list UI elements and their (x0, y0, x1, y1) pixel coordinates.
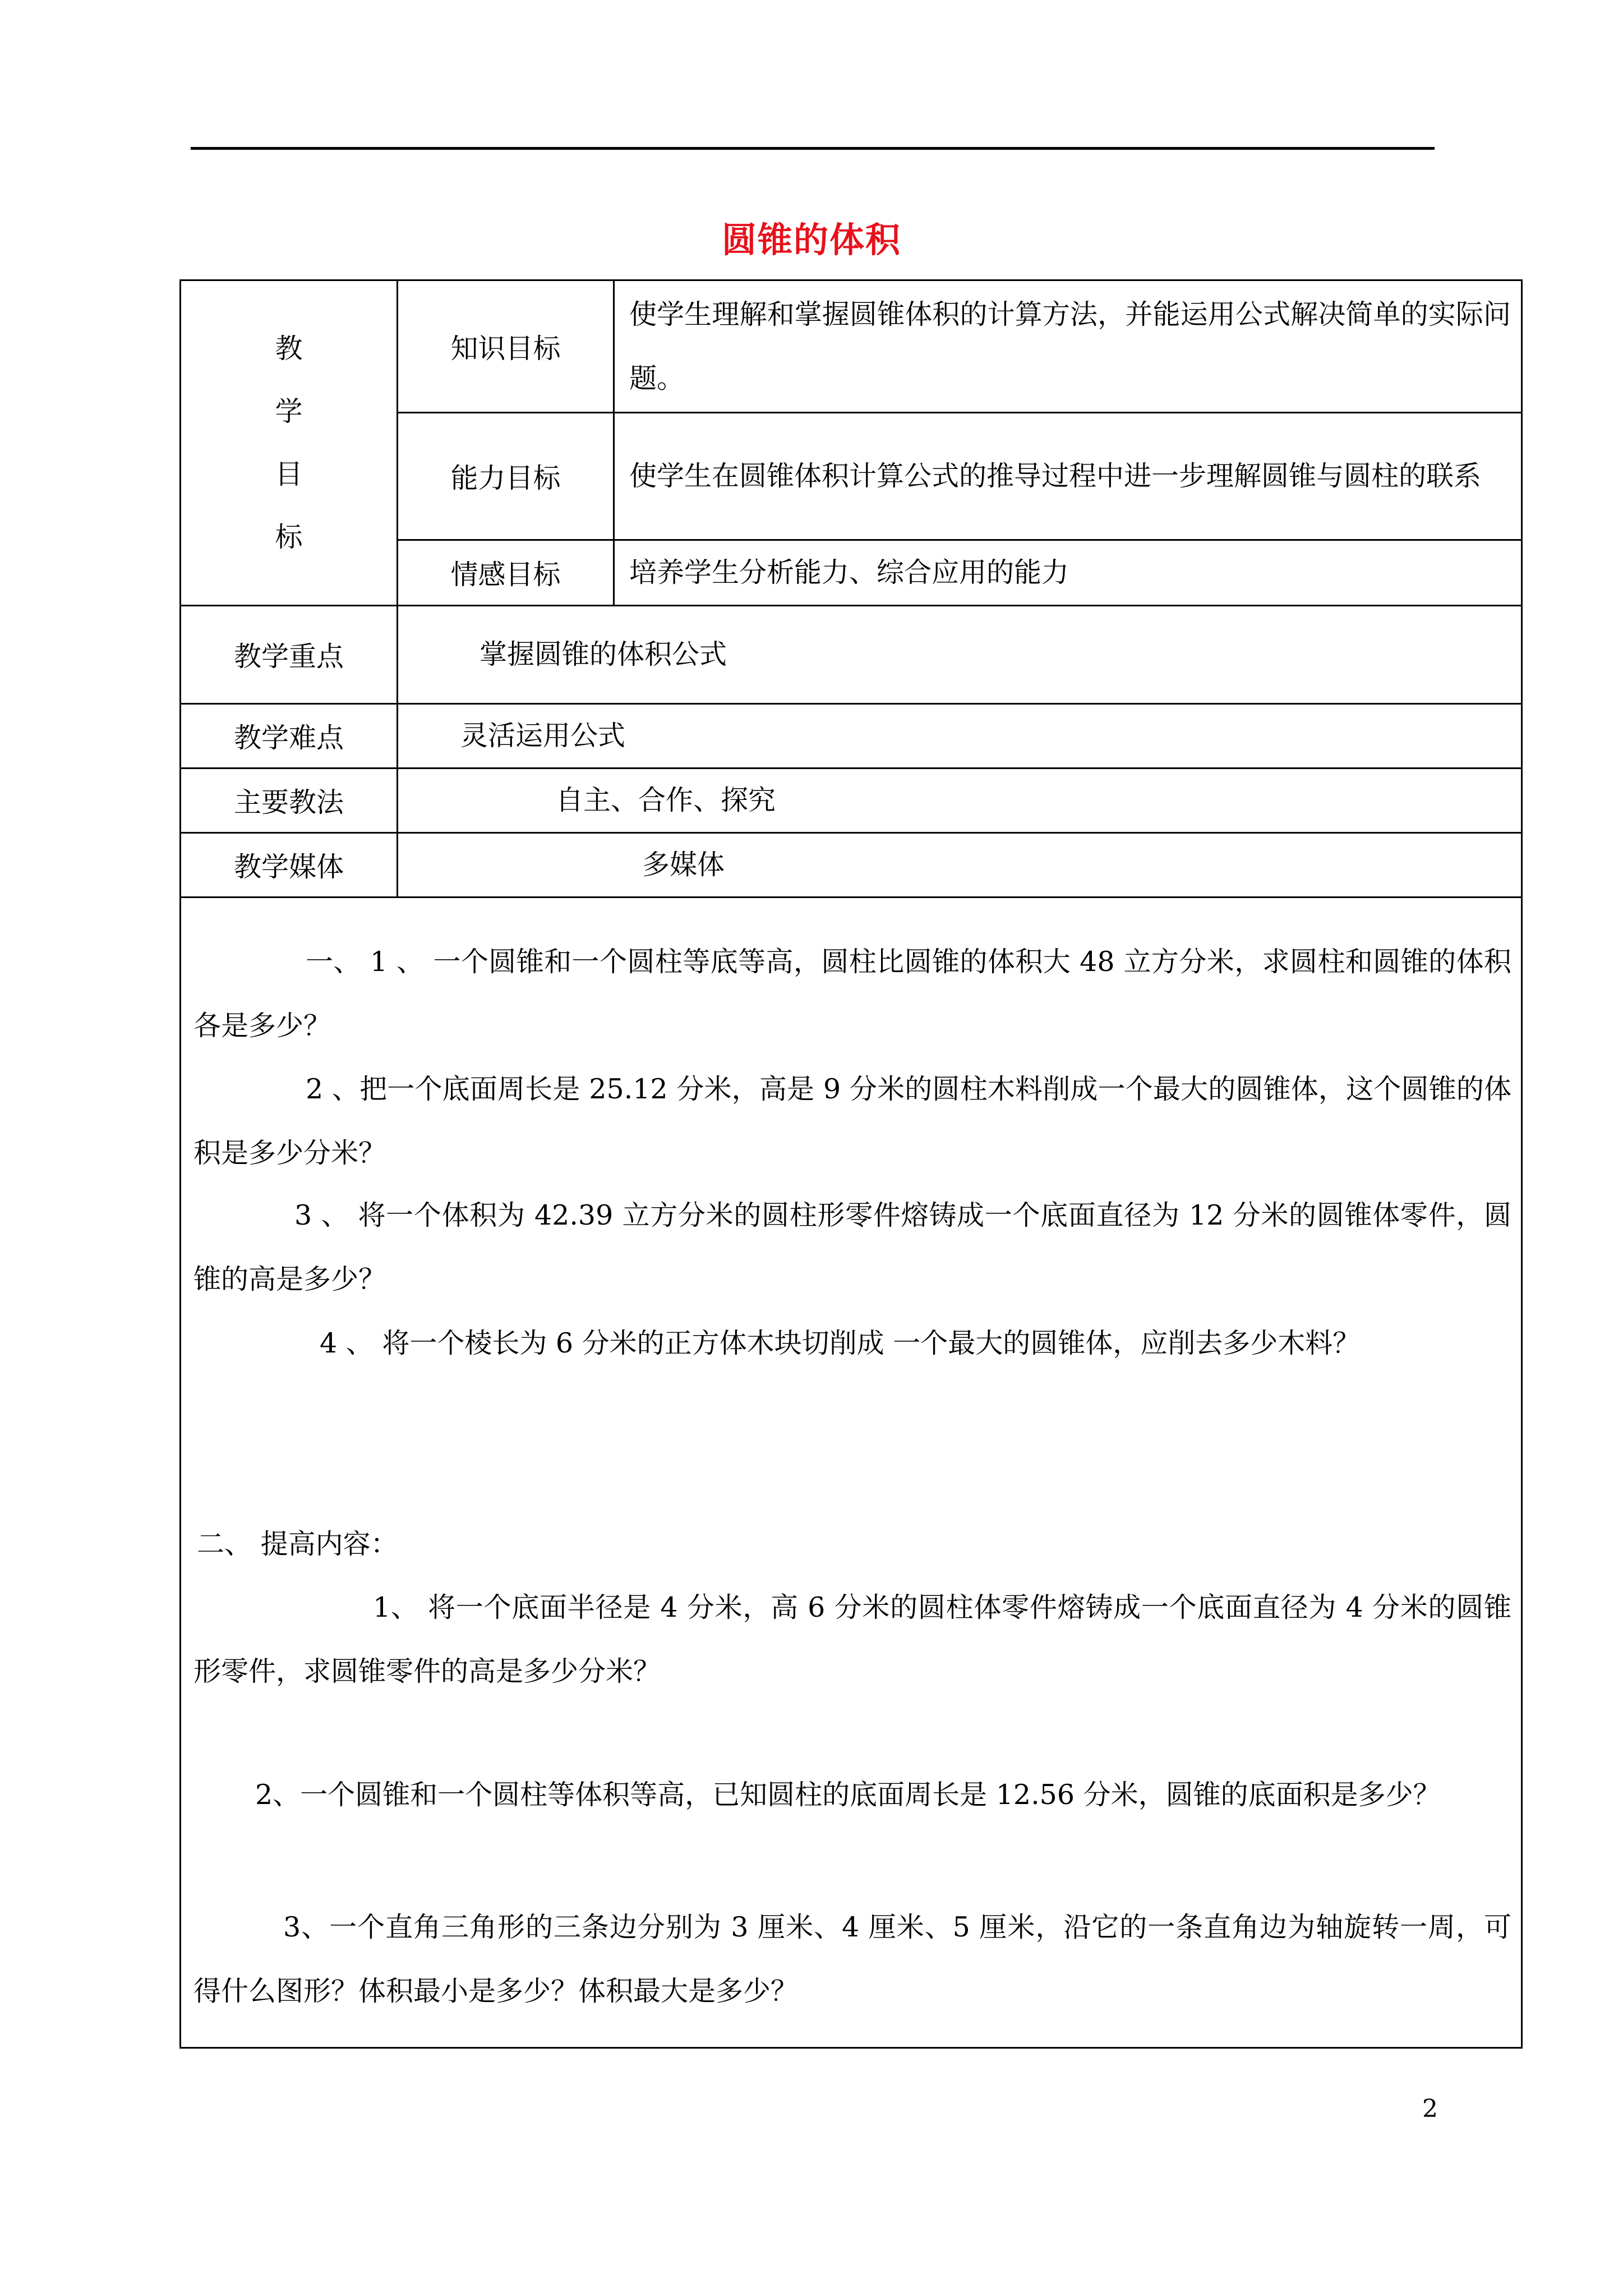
objectives-label-char: 目 (275, 458, 303, 490)
content-area (181, 898, 1522, 2048)
ability-goal-text: 使学生在圆锥体积计算公式的推导过程中进一步理解圆锥与圆柱的联系 (614, 413, 1522, 540)
exercise-1: 一、 1 、 一个圆锥和一个圆柱等底等高，圆柱比圆锥的体积大 48 立方分米，求圆柱和圆锥的体积各是多少？ (193, 946, 1511, 1042)
page-number: 2 (1422, 2095, 1438, 2123)
emotion-goal-text: 培养学生分析能力、综合应用的能力 (614, 540, 1522, 606)
advanced-question-3: 3、一个直角三角形的三条边分别为 3 厘米、4 厘米、5 厘米，沿它的一条直角边为轴旋转一周，可得什么图形？体积最小是多少？体积最大是多少？ (193, 1911, 1511, 2007)
media-value: 多媒体 (398, 833, 1522, 898)
objectives-label-char: 教 (275, 332, 303, 365)
section-2-heading: 二、 提高内容： (197, 1528, 398, 1560)
lesson-plan-table (179, 279, 1523, 2049)
media-label: 教学媒体 (181, 833, 398, 898)
method-value: 自主、合作、探究 (398, 769, 1522, 833)
header-rule (191, 147, 1435, 150)
ability-goal-label: 能力目标 (398, 413, 614, 540)
difficulty-value: 灵活运用公式 (398, 704, 1522, 769)
page-title: 圆锥的体积 (721, 219, 901, 260)
key-point-value: 掌握圆锥的体积公式 (398, 606, 1522, 704)
advanced-question-2: 2、一个圆锥和一个圆柱等体积等高，已知圆柱的底面周长是 12.56 分米，圆锥的底面积是多少？ (255, 1779, 1441, 1811)
exercise-3: 3 、 将一个体积为 42.39 立方分米的圆柱形零件熔铸成一个底面直径为 12 分米的圆锥体零件，圆锥的高是多少？ (193, 1199, 1511, 1295)
knowledge-goal-text: 使学生理解和掌握圆锥体积的计算方法，并能运用公式解决简单的实际问题。 (614, 280, 1522, 413)
objectives-label-char: 学 (275, 395, 303, 427)
key-point-label: 教学重点 (181, 606, 398, 704)
knowledge-goal-label: 知识目标 (398, 280, 614, 413)
method-label: 主要教法 (181, 769, 398, 833)
difficulty-label: 教学难点 (181, 704, 398, 769)
exercise-2: 2 、把一个底面周长是 25.12 分米，高是 9 分米的圆柱木料削成一个最大的圆锥体，这个圆锥的体积是多少分米？ (193, 1073, 1511, 1169)
advanced-question-1: 1、 将一个底面半径是 4 分米，高 6 分米的圆柱体零件熔铸成一个底面直径为 4 分米的圆锥形零件，求圆锥零件的高是多少分米？ (193, 1591, 1511, 1687)
objectives-label (181, 280, 398, 606)
emotion-goal-label: 情感目标 (398, 540, 614, 606)
exercise-4: 4 、 将一个棱长为 6 分米的正方体木块切削成 一个最大的圆锥体，应削去多少木料？ (320, 1327, 1361, 1359)
objectives-label-char: 标 (275, 521, 303, 553)
